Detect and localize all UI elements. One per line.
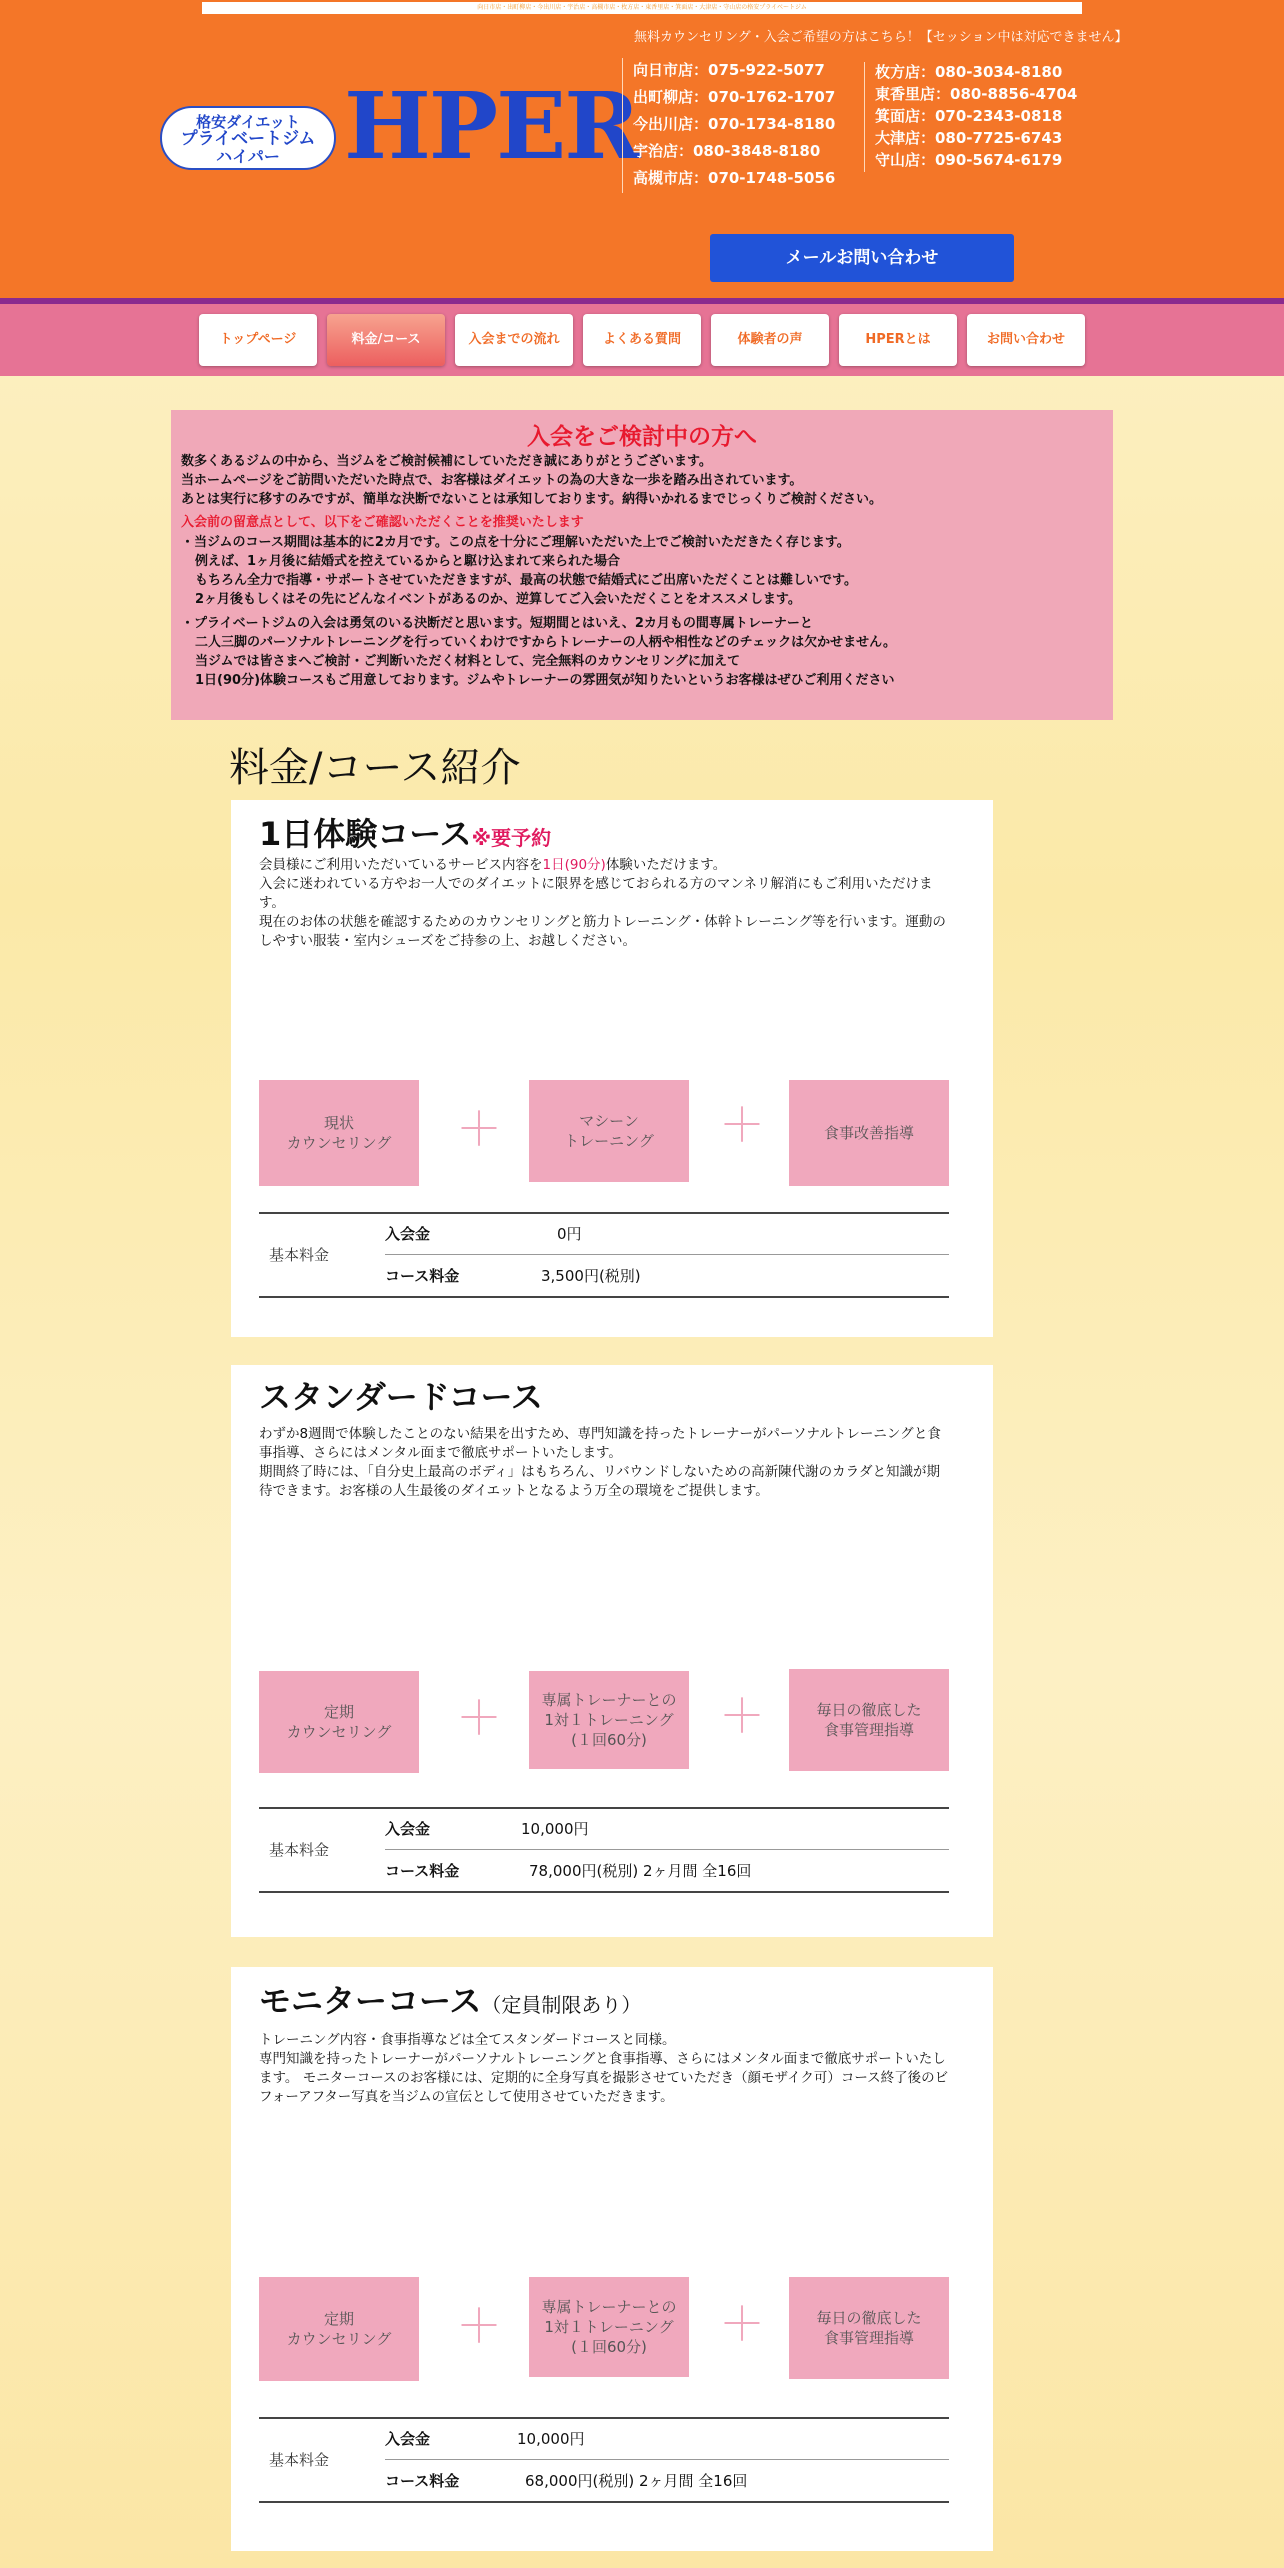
course-desc-line: 現在のお体の状態を確認するためのカウンセリングと筋力トレーニング・体幹トレーニング等を行います。運動のしやすい服装・室内シューズをご持参の上、お越しください。	[259, 914, 946, 949]
course-step	[259, 1671, 419, 1773]
step-label: 定期 カウンセリング	[286, 2310, 392, 2348]
price-row	[385, 2461, 949, 2502]
course-title-text: 1日体験コース	[259, 815, 472, 853]
price-value: 3,500円(税別)	[541, 1267, 641, 1285]
notice-bullet	[181, 614, 1103, 690]
price-row	[385, 1214, 949, 1255]
price-row	[385, 1256, 949, 1297]
desc-text: 体験いただけます。	[605, 857, 727, 873]
course-step	[789, 2277, 949, 2379]
logo-line2: プライベートジム	[180, 129, 316, 149]
nav-about[interactable]: HPERとは	[839, 314, 957, 366]
desc-text: 会員様にご利用いただいているサービス内容を	[259, 857, 543, 873]
price-label: 基本料金	[269, 2451, 330, 2469]
price-value: 10,000円	[521, 1820, 589, 1838]
mail-contact-button[interactable]: メールお問い合わせ	[710, 234, 1014, 282]
course-desc-line: 入会に迷われている方やお一人でのダイエットに限界を感じておられる方のマンネリ解消にもご利用いただけます。	[259, 876, 933, 911]
course-description	[259, 2031, 959, 2107]
plus-icon: ＋	[456, 2299, 502, 2353]
course-step	[529, 1080, 689, 1182]
notice-bullet-line: ・プライベートジムの入会は勇気のいる決断だと思います。短期間とはいえ、2カ月もの間専属トレーナーと	[181, 616, 813, 631]
step-label: 定期 カウンセリング	[286, 1703, 392, 1741]
top-strip: 向日市店・出町柳店・今出川店・宇治店・高槻市店・枚方店・東香里店・箕面店・大津店・守山店の格安プライベートジム	[202, 2, 1082, 14]
main-nav	[0, 304, 1284, 376]
step-label: マシーン トレーニング	[564, 1112, 654, 1150]
course-step	[529, 2277, 689, 2377]
store-phone[interactable]: 箕面店：070-2343-0818	[875, 107, 1063, 125]
price-value: 68,000円(税別) 2ヶ月間 全16回	[525, 2472, 748, 2490]
site-header	[0, 0, 1284, 300]
notice-text: 数多くあるジムの中から、当ジムをご検討候補にしていただき誠にありがとうございます。	[181, 454, 712, 469]
course-card-trial	[231, 800, 993, 1337]
notice-bullet-line: 2ヶ月後もしくはその先にどんなイベントがあるのか、逆算してご入会いただくことをオススメします。	[195, 592, 801, 607]
store-phone[interactable]: 東香里店：080-8856-4704	[875, 85, 1078, 103]
price-row	[385, 1851, 949, 1892]
store-phone[interactable]: 今出川店：070-1734-8180	[633, 115, 836, 133]
step-label: 専属トレーナーとの 1対１トレーニング (１回60分)	[541, 2298, 677, 2356]
course-step	[529, 1671, 689, 1769]
notice-bullet-line: 当ジムでは皆さまへご検討・ご判断いただく材料として、完全無料のカウンセリングに加えて	[195, 654, 740, 669]
store-phone[interactable]: 枚方店：080-3034-8180	[875, 63, 1063, 81]
logo-wordmark[interactable]: HPER	[344, 72, 639, 180]
course-card-standard	[231, 1365, 993, 1937]
store-phone[interactable]: 守山店：090-5674-6179	[875, 151, 1063, 169]
plus-icon: ＋	[719, 2297, 765, 2351]
course-title-text: スタンダードコース	[259, 1378, 543, 1416]
course-desc-line: トレーニング内容・食事指導などは全てスタンダードコースと同様。	[259, 2032, 676, 2048]
logo-badge[interactable]	[160, 106, 336, 170]
course-step	[259, 2277, 419, 2381]
course-tag: （定員制限あり）	[481, 1993, 642, 2017]
price-row	[385, 2419, 949, 2460]
store-phone[interactable]: 出町柳店：070-1762-1707	[633, 88, 836, 106]
price-row	[385, 1809, 949, 1850]
nav-top[interactable]: トップページ	[199, 314, 317, 366]
course-card-monitor	[231, 1967, 993, 2551]
notice-box	[171, 410, 1113, 720]
plus-icon: ＋	[719, 1098, 765, 1152]
notice-bullet-line: 例えば、1ヶ月後に結婚式を控えているからと駆け込まれて来られた場合	[195, 554, 621, 569]
price-key: 入会金	[385, 1820, 431, 1838]
notice-text: あとは実行に移すのみですが、簡単な決断でないことは承知しております。納得いかれるまでじっくりご検討ください。	[181, 492, 882, 507]
price-label: 基本料金	[269, 1246, 330, 1264]
course-title-text: モニターコース	[259, 1982, 482, 2020]
notice-bullet-line: もちろん全力で指導・サポートさせていただきますが、最高の状態で結婚式にご出席いただくことは難しいです。	[195, 573, 857, 588]
course-title	[259, 1377, 543, 1417]
notice-bullet-line: 1日(90分)体験コースもご用意しております。ジムやトレーナーの雰囲気が知りたいというお客様はぜひご利用ください	[195, 673, 895, 688]
logo-line3: ハイパー	[216, 147, 280, 166]
price-value: 0円	[557, 1225, 582, 1243]
store-phone[interactable]: 宇治店：080-3848-8180	[633, 142, 821, 160]
course-step	[789, 1669, 949, 1771]
store-phone[interactable]: 高槻市店：070-1748-5056	[633, 169, 836, 187]
course-title	[259, 814, 551, 858]
store-list-right	[864, 62, 1077, 172]
header-notice[interactable]: 無料カウンセリング・入会ご希望の方はこちら！【セッション中は対応できません】	[634, 30, 1128, 45]
price-key: 入会金	[385, 1225, 431, 1243]
course-description	[259, 1425, 949, 1501]
step-label: 専属トレーナーとの 1対１トレーニング (１回60分)	[541, 1691, 677, 1749]
desc-highlight: 1日(90分)	[542, 857, 606, 873]
price-key: 入会金	[385, 2430, 431, 2448]
plus-icon: ＋	[719, 1689, 765, 1743]
nav-price-course[interactable]: 料金/コース	[327, 314, 445, 366]
course-desc-line: 専門知識を持ったトレーナーがパーソナルトレーニングと食事指導、さらにはメンタル面まで徹底サポートいたします。 モニターコースのお客様には、定期的に全身写真を撮影させていただき（顔モザイク可）コース終了後のビフォーアフター写真を当ジムの宣伝として使用させていただきます。	[259, 2051, 949, 2105]
nav-contact[interactable]: お問い合わせ	[967, 314, 1085, 366]
course-description	[259, 856, 949, 951]
course-desc-line: 期間終了時には、「自分史上最高のボディ」はもちろん、リバウンドしないための高新陳代謝のカラダと知識が期待できます。お客様の人生最後のダイエットとなるよう万全の環境をご提供します。	[259, 1464, 940, 1499]
section-title: 料金/コース紹介	[229, 745, 521, 791]
price-value: 78,000円(税別) 2ヶ月間 全16回	[529, 1862, 752, 1880]
step-label: 毎日の徹底した 食事管理指導	[816, 2309, 922, 2347]
notice-bullet-line: ・当ジムのコース期間は基本的に2カ月です。この点を十分にご理解いただいた上でご検討いただきたく存じます。	[181, 535, 850, 550]
plus-icon: ＋	[456, 1102, 502, 1156]
price-table	[259, 1212, 949, 1298]
store-list-left	[622, 58, 835, 193]
notice-text: 当ホームページをご訪問いただいた時点で、お客様はダイエットの為の大きな一歩を踏み出されています。	[181, 473, 803, 488]
notice-title: 入会をご検討中の方へ	[527, 424, 757, 450]
price-table	[259, 1807, 949, 1893]
logo-line1: 格安ダイエット	[196, 113, 300, 131]
course-title	[259, 1981, 641, 2025]
notice-bullet-line: 二人三脚のパーソナルトレーニングを行っていくわけですからトレーナーの人柄や相性などのチェックは欠かせません。	[195, 635, 896, 650]
nav-faq[interactable]: よくある質問	[583, 314, 701, 366]
notice-warning: 入会前の留意点として、以下をご確認いただくことを推奨いたします	[181, 515, 584, 530]
notice-bullet	[181, 533, 1103, 609]
course-desc-line	[259, 856, 949, 875]
step-label: 毎日の徹底した 食事管理指導	[816, 1701, 922, 1739]
step-label: 現状 カウンセリング	[286, 1114, 392, 1152]
price-key: コース料金	[385, 1267, 460, 1285]
course-tag: ※要予約	[471, 826, 552, 850]
step-label: 食事改善指導	[823, 1124, 914, 1142]
store-phone[interactable]: 大津店：080-7725-6743	[875, 129, 1063, 147]
course-step	[259, 1080, 419, 1186]
nav-voices[interactable]: 体験者の声	[711, 314, 829, 366]
store-phone[interactable]: 向日市店：075-922-5077	[633, 61, 825, 79]
price-key: コース料金	[385, 2472, 460, 2490]
plus-icon: ＋	[456, 1691, 502, 1745]
course-step	[789, 1080, 949, 1186]
course-desc-line: わずか8週間で体験したことのない結果を出すため、専門知識を持ったトレーナーがパーソナルトレーニングと食事指導、さらにはメンタル面まで徹底サポートいたします。	[259, 1426, 941, 1461]
nav-flow[interactable]: 入会までの流れ	[455, 314, 573, 366]
price-key: コース料金	[385, 1862, 460, 1880]
price-label: 基本料金	[269, 1841, 330, 1859]
price-table	[259, 2417, 949, 2503]
price-value: 10,000円	[517, 2430, 585, 2448]
